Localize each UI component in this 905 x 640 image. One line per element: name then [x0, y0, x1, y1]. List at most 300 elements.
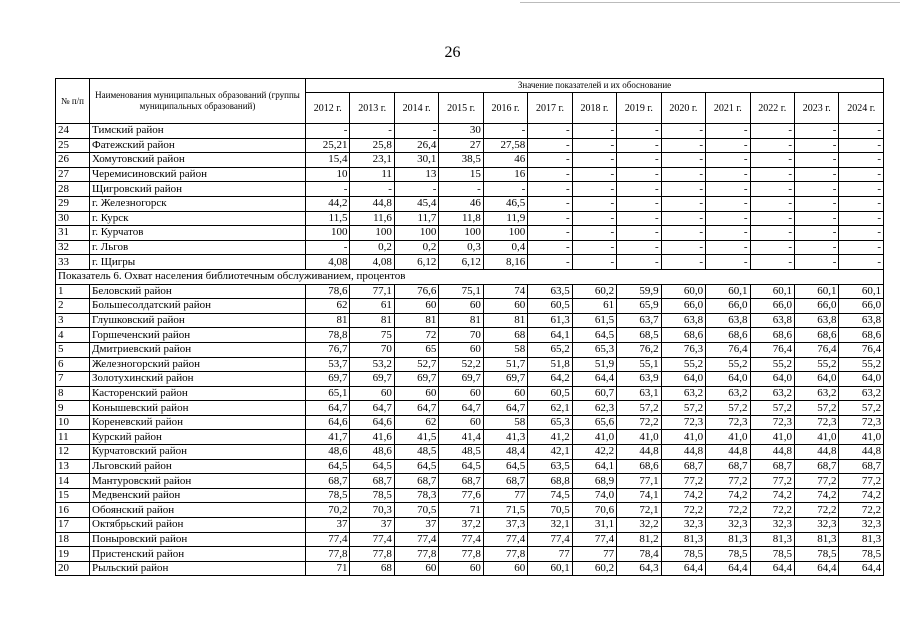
value-cell: 41,2	[528, 430, 572, 445]
row-number: 30	[56, 211, 90, 226]
value-cell: 41,7	[306, 430, 350, 445]
value-cell: -	[572, 196, 616, 211]
municipality-name: Щигровский район	[90, 182, 306, 197]
value-cell: 53,2	[350, 357, 394, 372]
row-number: 19	[56, 547, 90, 562]
row-number: 9	[56, 401, 90, 416]
value-cell: 61,5	[572, 313, 616, 328]
value-cell: 72,3	[706, 415, 750, 430]
value-cell: -	[439, 182, 483, 197]
municipality-name: Черемисиновский район	[90, 167, 306, 182]
value-cell: 100	[350, 226, 394, 241]
header-year: 2020 г.	[661, 93, 705, 124]
table-row	[56, 532, 884, 547]
value-cell: 68,6	[617, 459, 661, 474]
value-cell: 78,5	[306, 488, 350, 503]
value-cell: 31,1	[572, 518, 616, 533]
value-cell: -	[528, 255, 572, 270]
value-cell: -	[750, 124, 794, 139]
row-number: 6	[56, 357, 90, 372]
value-cell: -	[794, 240, 838, 255]
value-cell: 70,3	[350, 503, 394, 518]
municipality-name: Медвенский район	[90, 488, 306, 503]
table-row	[56, 430, 884, 445]
value-cell: -	[750, 226, 794, 241]
value-cell: 0,3	[439, 240, 483, 255]
value-cell: -	[617, 255, 661, 270]
table-row	[56, 372, 884, 387]
value-cell: 61	[350, 299, 394, 314]
value-cell: 55,2	[839, 357, 884, 372]
value-cell: 68,7	[306, 474, 350, 489]
value-cell: 60,1	[839, 284, 884, 299]
table-row	[56, 240, 884, 255]
row-number: 13	[56, 459, 90, 474]
value-cell: 41,0	[706, 430, 750, 445]
row-number: 8	[56, 386, 90, 401]
value-cell: 74,1	[617, 488, 661, 503]
table-row	[56, 299, 884, 314]
value-cell: 81,3	[839, 532, 884, 547]
value-cell: 74,2	[794, 488, 838, 503]
value-cell: 64,7	[439, 401, 483, 416]
value-cell: 63,8	[794, 313, 838, 328]
table-row	[56, 401, 884, 416]
value-cell: 60	[439, 561, 483, 576]
table-row	[56, 313, 884, 328]
value-cell: 42,2	[572, 445, 616, 460]
value-cell: 41,0	[617, 430, 661, 445]
value-cell: 55,2	[750, 357, 794, 372]
value-cell: 63,2	[839, 386, 884, 401]
value-cell: -	[528, 167, 572, 182]
value-cell: 37	[350, 518, 394, 533]
value-cell: 63,1	[617, 386, 661, 401]
value-cell: 6,12	[439, 255, 483, 270]
row-number: 20	[56, 561, 90, 576]
value-cell: 11	[350, 167, 394, 182]
value-cell: 61	[572, 299, 616, 314]
table-row	[56, 357, 884, 372]
value-cell: 81,2	[617, 532, 661, 547]
value-cell: 64,5	[483, 459, 527, 474]
value-cell: 81	[306, 313, 350, 328]
row-number: 3	[56, 313, 90, 328]
value-cell: 64,0	[706, 372, 750, 387]
value-cell: 65,6	[572, 415, 616, 430]
value-cell: 64,5	[439, 459, 483, 474]
value-cell: 60,2	[572, 561, 616, 576]
value-cell: -	[750, 255, 794, 270]
value-cell: 55,2	[661, 357, 705, 372]
municipality-name: Конышевский район	[90, 401, 306, 416]
page-number: 26	[444, 44, 461, 61]
value-cell: 64,7	[483, 401, 527, 416]
value-cell: 68	[350, 561, 394, 576]
value-cell: 23,1	[350, 153, 394, 168]
value-cell: 77,4	[528, 532, 572, 547]
value-cell: 63,2	[706, 386, 750, 401]
value-cell: -	[750, 167, 794, 182]
value-cell: 100	[483, 226, 527, 241]
value-cell: 81,3	[794, 532, 838, 547]
value-cell: 25,21	[306, 138, 350, 153]
value-cell: -	[528, 182, 572, 197]
value-cell: 41,0	[794, 430, 838, 445]
value-cell: 41,6	[350, 430, 394, 445]
header-year: 2024 г.	[839, 93, 884, 124]
value-cell: -	[750, 138, 794, 153]
value-cell: 77,4	[306, 532, 350, 547]
value-cell: 64,0	[750, 372, 794, 387]
value-cell: 51,8	[528, 357, 572, 372]
value-cell: 63,5	[528, 459, 572, 474]
value-cell: 74,2	[706, 488, 750, 503]
value-cell: 68,6	[750, 328, 794, 343]
header-year: 2018 г.	[572, 93, 616, 124]
value-cell: 77,4	[350, 532, 394, 547]
value-cell: -	[572, 211, 616, 226]
value-cell: 72	[394, 328, 438, 343]
value-cell: 38,5	[439, 153, 483, 168]
value-cell: 77,8	[439, 547, 483, 562]
value-cell: 70	[350, 342, 394, 357]
value-cell: 44,8	[794, 445, 838, 460]
value-cell: 60,1	[750, 284, 794, 299]
municipality-name: Курский район	[90, 430, 306, 445]
row-number: 27	[56, 167, 90, 182]
value-cell: -	[794, 167, 838, 182]
value-cell: 64,5	[306, 459, 350, 474]
value-cell: 81	[439, 313, 483, 328]
value-cell: -	[706, 138, 750, 153]
value-cell: -	[839, 182, 884, 197]
value-cell: 70,6	[572, 503, 616, 518]
value-cell: 75,1	[439, 284, 483, 299]
value-cell: 64,4	[839, 561, 884, 576]
value-cell: 26,4	[394, 138, 438, 153]
value-cell: 77,8	[394, 547, 438, 562]
value-cell: 69,7	[439, 372, 483, 387]
value-cell: 78,5	[706, 547, 750, 562]
row-number: 7	[56, 372, 90, 387]
value-cell: 77,1	[350, 284, 394, 299]
value-cell: -	[572, 153, 616, 168]
value-cell: -	[617, 226, 661, 241]
value-cell: 66,0	[661, 299, 705, 314]
value-cell: -	[839, 196, 884, 211]
value-cell: 77,4	[394, 532, 438, 547]
value-cell: -	[572, 240, 616, 255]
row-number: 14	[56, 474, 90, 489]
municipality-name: Октябрьский район	[90, 518, 306, 533]
value-cell: 69,7	[483, 372, 527, 387]
value-cell: 60,0	[661, 284, 705, 299]
value-cell: 4,08	[350, 255, 394, 270]
municipality-name: Кореневский район	[90, 415, 306, 430]
municipality-name: г. Курск	[90, 211, 306, 226]
municipality-name: Горшеченский район	[90, 328, 306, 343]
value-cell: 44,8	[617, 445, 661, 460]
row-number: 28	[56, 182, 90, 197]
value-cell: -	[661, 167, 705, 182]
value-cell: 30	[439, 124, 483, 139]
value-cell: 65,1	[306, 386, 350, 401]
value-cell: 62,1	[528, 401, 572, 416]
value-cell: 68,5	[617, 328, 661, 343]
municipality-name: Поныровский район	[90, 532, 306, 547]
value-cell: 15,4	[306, 153, 350, 168]
value-cell: 72,2	[706, 503, 750, 518]
value-cell: 72,2	[750, 503, 794, 518]
value-cell: 37	[394, 518, 438, 533]
value-cell: 60	[394, 561, 438, 576]
value-cell: 64,4	[750, 561, 794, 576]
table-row	[56, 211, 884, 226]
value-cell: 46,5	[483, 196, 527, 211]
value-cell: 58	[483, 342, 527, 357]
value-cell: -	[706, 182, 750, 197]
row-number: 32	[56, 240, 90, 255]
value-cell: 64,2	[528, 372, 572, 387]
municipality-name: Тимский район	[90, 124, 306, 139]
value-cell: -	[706, 124, 750, 139]
value-cell: 41,0	[572, 430, 616, 445]
value-cell: 100	[394, 226, 438, 241]
value-cell: 48,5	[394, 445, 438, 460]
value-cell: -	[483, 182, 527, 197]
table-row	[56, 226, 884, 241]
value-cell: 60,5	[528, 386, 572, 401]
value-cell: -	[528, 240, 572, 255]
table-row	[56, 255, 884, 270]
value-cell: -	[839, 226, 884, 241]
value-cell: 52,2	[439, 357, 483, 372]
value-cell: 64,0	[794, 372, 838, 387]
value-cell: -	[839, 255, 884, 270]
value-cell: 63,8	[839, 313, 884, 328]
value-cell: 41,0	[839, 430, 884, 445]
value-cell: 60,1	[528, 561, 572, 576]
value-cell: 62	[306, 299, 350, 314]
value-cell: 68,7	[750, 459, 794, 474]
value-cell: -	[706, 255, 750, 270]
table-row	[56, 138, 884, 153]
value-cell: -	[661, 240, 705, 255]
value-cell: 63,7	[617, 313, 661, 328]
value-cell: -	[750, 196, 794, 211]
value-cell: 60	[439, 386, 483, 401]
value-cell: -	[394, 182, 438, 197]
value-cell: -	[617, 124, 661, 139]
value-cell: 68,6	[706, 328, 750, 343]
row-number: 1	[56, 284, 90, 299]
value-cell: 65,3	[572, 342, 616, 357]
value-cell: 76,6	[394, 284, 438, 299]
value-cell: 68,6	[794, 328, 838, 343]
value-cell: -	[572, 167, 616, 182]
value-cell: 0,2	[394, 240, 438, 255]
row-number: 29	[56, 196, 90, 211]
value-cell: 65	[394, 342, 438, 357]
value-cell: 77,1	[617, 474, 661, 489]
municipality-name: Курчатовский район	[90, 445, 306, 460]
value-cell: -	[839, 211, 884, 226]
value-cell: 78,5	[794, 547, 838, 562]
value-cell: 77	[572, 547, 616, 562]
value-cell: -	[528, 226, 572, 241]
municipality-name: Хомутовский район	[90, 153, 306, 168]
value-cell: 48,4	[483, 445, 527, 460]
value-cell: -	[706, 211, 750, 226]
value-cell: 69,7	[350, 372, 394, 387]
value-cell: 72,3	[794, 415, 838, 430]
table-row	[56, 153, 884, 168]
value-cell: -	[750, 211, 794, 226]
value-cell: 76,2	[617, 342, 661, 357]
value-cell: -	[839, 138, 884, 153]
section-title: Показатель 6. Охват населения библиотечным обслуживанием, процентов	[56, 269, 884, 284]
value-cell: -	[528, 211, 572, 226]
table-row	[56, 328, 884, 343]
value-cell: -	[839, 124, 884, 139]
value-cell: 68,7	[706, 459, 750, 474]
value-cell: 32,2	[617, 518, 661, 533]
value-cell: -	[350, 124, 394, 139]
value-cell: 60	[439, 342, 483, 357]
value-cell: 32,3	[661, 518, 705, 533]
value-cell: -	[661, 211, 705, 226]
value-cell: -	[661, 196, 705, 211]
value-cell: 77,2	[794, 474, 838, 489]
value-cell: 78,6	[306, 284, 350, 299]
value-cell: 4,08	[306, 255, 350, 270]
value-cell: 55,2	[794, 357, 838, 372]
value-cell: -	[839, 167, 884, 182]
value-cell: 64,4	[706, 561, 750, 576]
value-cell: 37	[306, 518, 350, 533]
value-cell: 55,1	[617, 357, 661, 372]
value-cell: 57,2	[839, 401, 884, 416]
indicators-table	[55, 78, 884, 576]
value-cell: 72,2	[661, 503, 705, 518]
row-number: 17	[56, 518, 90, 533]
value-cell: -	[528, 138, 572, 153]
value-cell: 77,4	[483, 532, 527, 547]
value-cell: 0,4	[483, 240, 527, 255]
value-cell: 71,5	[483, 503, 527, 518]
table-row	[56, 503, 884, 518]
value-cell: 72,3	[750, 415, 794, 430]
row-number: 18	[56, 532, 90, 547]
value-cell: 63,2	[661, 386, 705, 401]
value-cell: 64,6	[306, 415, 350, 430]
table-row	[56, 196, 884, 211]
row-number: 25	[56, 138, 90, 153]
value-cell: -	[794, 138, 838, 153]
municipality-name: Обоянский район	[90, 503, 306, 518]
value-cell: 64,5	[350, 459, 394, 474]
value-cell: 44,8	[661, 445, 705, 460]
municipality-name: Дмитриевский район	[90, 342, 306, 357]
value-cell: 11,8	[439, 211, 483, 226]
header-year: 2023 г.	[794, 93, 838, 124]
value-cell: 70	[439, 328, 483, 343]
value-cell: 68,7	[394, 474, 438, 489]
row-number: 10	[56, 415, 90, 430]
value-cell: -	[528, 196, 572, 211]
value-cell: 100	[306, 226, 350, 241]
header-year: 2012 г.	[306, 93, 350, 124]
value-cell: 63,2	[794, 386, 838, 401]
value-cell: 15	[439, 167, 483, 182]
table-row	[56, 284, 884, 299]
value-cell: -	[394, 124, 438, 139]
value-cell: 46	[483, 153, 527, 168]
value-cell: 64,5	[394, 459, 438, 474]
value-cell: 61,3	[528, 313, 572, 328]
value-cell: 51,9	[572, 357, 616, 372]
value-cell: 64,1	[572, 459, 616, 474]
value-cell: 66,0	[750, 299, 794, 314]
value-cell: 32,3	[794, 518, 838, 533]
value-cell: 70,2	[306, 503, 350, 518]
value-cell: -	[794, 196, 838, 211]
value-cell: 77,4	[439, 532, 483, 547]
header-year: 2015 г.	[439, 93, 483, 124]
value-cell: 64,7	[306, 401, 350, 416]
value-cell: 60	[439, 299, 483, 314]
value-cell: 76,3	[661, 342, 705, 357]
value-cell: 52,7	[394, 357, 438, 372]
value-cell: 66,0	[706, 299, 750, 314]
value-cell: 65,9	[617, 299, 661, 314]
municipality-name: Глушковский район	[90, 313, 306, 328]
value-cell: 60	[394, 386, 438, 401]
value-cell: 74,5	[528, 488, 572, 503]
value-cell: 62	[394, 415, 438, 430]
value-cell: 11,5	[306, 211, 350, 226]
value-cell: 60,7	[572, 386, 616, 401]
value-cell: -	[661, 153, 705, 168]
value-cell: 41,4	[439, 430, 483, 445]
value-cell: -	[750, 240, 794, 255]
value-cell: 27,58	[483, 138, 527, 153]
value-cell: 63,9	[617, 372, 661, 387]
header-year: 2014 г.	[394, 93, 438, 124]
value-cell: 57,2	[706, 401, 750, 416]
value-cell: 68,7	[794, 459, 838, 474]
value-cell: 8,16	[483, 255, 527, 270]
header-year: 2017 г.	[528, 93, 572, 124]
value-cell: 60	[483, 561, 527, 576]
value-cell: -	[306, 182, 350, 197]
municipality-name: Рыльский район	[90, 561, 306, 576]
value-cell: -	[572, 124, 616, 139]
value-cell: 64,0	[661, 372, 705, 387]
value-cell: -	[528, 124, 572, 139]
value-cell: 41,5	[394, 430, 438, 445]
value-cell: -	[661, 226, 705, 241]
value-cell: 70,5	[528, 503, 572, 518]
row-number: 5	[56, 342, 90, 357]
value-cell: 68,7	[483, 474, 527, 489]
value-cell: -	[617, 153, 661, 168]
value-cell: -	[750, 182, 794, 197]
value-cell: 60	[394, 299, 438, 314]
value-cell: 68,9	[572, 474, 616, 489]
value-cell: 27	[439, 138, 483, 153]
